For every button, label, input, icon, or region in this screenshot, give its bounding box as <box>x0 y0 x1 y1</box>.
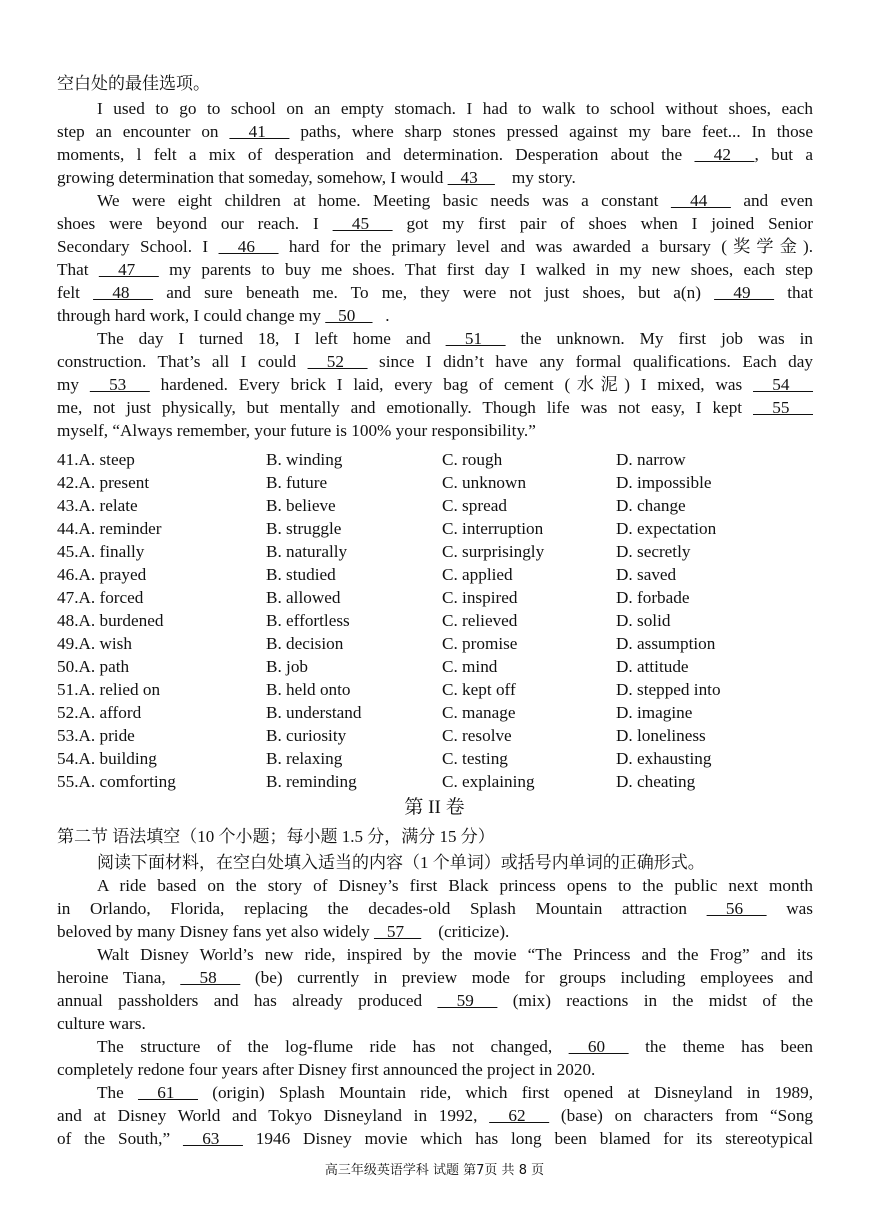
option-row <box>57 770 817 793</box>
option-a[interactable]: 54.A. building <box>57 749 157 768</box>
answer-blank[interactable]: 55 <box>753 398 813 417</box>
passage-line <box>57 166 813 189</box>
option-d[interactable]: D. change <box>616 496 686 515</box>
option-a[interactable]: 44.A. reminder <box>57 519 162 538</box>
answer-blank[interactable]: 63 <box>182 1129 243 1148</box>
passage-text: and at Disney World and Tokyo Disneyland in 1992, <box>57 1106 490 1125</box>
option-a[interactable]: 45.A. finally <box>57 542 145 561</box>
answer-blank[interactable]: 61 <box>137 1083 198 1102</box>
answer-blank[interactable]: 59 <box>437 991 498 1010</box>
option-d[interactable]: D. cheating <box>616 772 696 791</box>
answer-blank[interactable]: 51 <box>445 329 506 348</box>
passage-text: , but a <box>754 145 814 164</box>
passage-text: culture wars. <box>57 1014 146 1033</box>
answer-blank[interactable]: 56 <box>706 899 767 918</box>
option-b[interactable]: B. decision <box>266 634 344 653</box>
passage-line <box>97 189 813 212</box>
passage-line <box>57 989 813 1012</box>
passage-text: The <box>97 1083 138 1102</box>
option-b[interactable]: B. believe <box>266 496 336 515</box>
passage-text: completely redone four years after Disney first announced the project in 2020. <box>57 1060 596 1079</box>
option-b[interactable]: B. studied <box>266 565 336 584</box>
option-row <box>57 701 817 724</box>
option-c[interactable]: C. resolve <box>442 726 512 745</box>
option-row <box>57 655 817 678</box>
header-instruction: 空白处的最佳选项。 <box>57 74 210 93</box>
option-b[interactable]: B. future <box>266 473 328 492</box>
passage-line <box>57 143 813 166</box>
passage-line <box>57 396 813 419</box>
passage-line <box>57 419 813 442</box>
passage-line <box>57 304 813 327</box>
option-row <box>57 448 817 471</box>
passage-text: since I didn’t have any formal qualifications. Each day <box>367 352 813 371</box>
passage-line <box>97 327 813 350</box>
option-a[interactable]: 48.A. burdened <box>57 611 164 630</box>
option-a[interactable]: 47.A. forced <box>57 588 144 607</box>
passage-line <box>57 281 813 304</box>
option-row <box>57 678 817 701</box>
option-row <box>57 517 817 540</box>
answer-blank[interactable]: 60 <box>568 1037 629 1056</box>
answer-blank[interactable]: 54 <box>753 375 814 394</box>
option-a[interactable]: 50.A. path <box>57 657 130 676</box>
passage-text: 1946 Disney movie which has long been blamed for its stereotypical <box>242 1129 814 1148</box>
option-d[interactable]: D. secretly <box>616 542 691 561</box>
passage-text: heroine Tiana, <box>57 968 181 987</box>
option-d[interactable]: D. imagine <box>616 703 693 722</box>
passage-text: The day I turned 18, I left home and <box>97 329 446 348</box>
option-b[interactable]: B. winding <box>266 450 343 469</box>
passage-line <box>97 874 813 897</box>
answer-blank[interactable]: 57 <box>373 922 422 941</box>
option-b[interactable]: B. job <box>266 657 309 676</box>
passage-text: me, not just physically, but mentally and emotionally. Though life was not easy, I kept <box>57 398 753 417</box>
option-b[interactable]: B. held onto <box>266 680 351 699</box>
option-c[interactable]: C. manage <box>442 703 516 722</box>
passage-text: my parents to buy me shoes. That first day I walked in my new shoes, each step <box>158 260 813 279</box>
option-c[interactable]: C. interruption <box>442 519 544 538</box>
passage-text: I used to go to school on an empty stomach. I had to walk to school without shoes, each <box>97 99 813 118</box>
option-d[interactable]: D. attitude <box>616 657 689 676</box>
passage-line <box>57 966 813 989</box>
passage-line <box>57 1058 813 1081</box>
part-title: 第 II 卷 <box>404 797 465 818</box>
passage-text: step an encounter on <box>57 122 230 141</box>
passage-text: (origin) Splash Mountain ride, which first opened at Disneyland in 1989, <box>197 1083 813 1102</box>
passage-line <box>57 350 813 373</box>
passage-text: my <box>57 375 90 394</box>
option-row <box>57 494 817 517</box>
option-b[interactable]: B. effortless <box>266 611 350 630</box>
option-c[interactable]: C. promise <box>442 634 518 653</box>
passage-text: That <box>57 260 99 279</box>
answer-blank[interactable]: 42 <box>694 145 755 164</box>
passage-text: annual passholders and has already produced <box>57 991 438 1010</box>
option-b[interactable]: B. allowed <box>266 588 341 607</box>
option-d[interactable]: D. exhausting <box>616 749 712 768</box>
option-c[interactable]: C. relieved <box>442 611 518 630</box>
option-d[interactable]: D. saved <box>616 565 677 584</box>
option-d[interactable]: D. solid <box>616 611 671 630</box>
answer-blank[interactable]: 62 <box>489 1106 550 1125</box>
passage-text: and even <box>730 191 813 210</box>
passage-line <box>57 258 813 281</box>
passage-text: Walt Disney World’s new ride, inspired by the movie “The Princess and the Frog” and its <box>97 945 813 964</box>
answer-blank[interactable]: 43 <box>447 168 495 187</box>
answer-blank[interactable]: 47 <box>98 260 159 279</box>
page-footer: 高三年级英语学科 试题 第7页 共 8 页 <box>324 1163 545 1178</box>
passage-text: of the South,” <box>57 1129 183 1148</box>
option-a[interactable]: 51.A. relied on <box>57 680 161 699</box>
answer-blank[interactable]: 52 <box>307 352 368 371</box>
section-instruction: 阅读下面材料，在空白处填入适当的内容（1 个单词）或括号内单词的正确形式。 <box>97 853 705 872</box>
answer-blank[interactable]: 53 <box>89 375 150 394</box>
passage-text: moments, l felt a mix of desperation and determination. Desperation about the <box>57 145 695 164</box>
answer-blank[interactable]: 45 <box>332 214 393 233</box>
passage-text: beloved by many Disney fans yet also widely <box>57 922 374 941</box>
option-d[interactable]: D. assumption <box>616 634 716 653</box>
option-c[interactable]: C. inspired <box>442 588 518 607</box>
passage-text: hard for the primary level and was awarded a bursary (奖学金). <box>278 237 814 256</box>
option-row <box>57 724 817 747</box>
passage-text: and sure beneath me. To me, they were not just shoes, but a(n) <box>153 283 715 302</box>
option-d[interactable]: D. expectation <box>616 519 717 538</box>
passage-text: paths, where sharp stones pressed against my bare feet... In those <box>289 122 813 141</box>
passage-line <box>57 373 813 396</box>
passage-text: . <box>385 306 390 325</box>
passage-line <box>57 1012 813 1035</box>
option-c[interactable]: C. kept off <box>442 680 516 699</box>
option-c[interactable]: C. surprisingly <box>442 542 545 561</box>
option-row <box>57 609 817 632</box>
passage-text: (be) currently in preview mode for groups including employees and <box>240 968 814 987</box>
answer-blank[interactable]: 44 <box>670 191 731 210</box>
option-a[interactable]: 53.A. pride <box>57 726 135 745</box>
option-d[interactable]: D. loneliness <box>616 726 706 745</box>
option-b[interactable]: B. understand <box>266 703 362 722</box>
option-c[interactable]: C. spread <box>442 496 507 515</box>
option-row <box>57 540 817 563</box>
passage-line <box>57 1127 813 1150</box>
option-a[interactable]: 42.A. present <box>57 473 150 492</box>
option-b[interactable]: B. reminding <box>266 772 357 791</box>
passage-text: felt <box>57 283 94 302</box>
passage-text: that <box>774 283 814 302</box>
answer-blank[interactable]: 46 <box>218 237 279 256</box>
passage-text: (base) on characters from “Song <box>549 1106 814 1125</box>
passage-line <box>97 97 813 120</box>
option-d[interactable]: D. stepped into <box>616 680 721 699</box>
passage-text: We were eight children at home. Meeting basic needs was a constant <box>97 191 671 210</box>
option-b[interactable]: B. relaxing <box>266 749 343 768</box>
option-a[interactable]: 55.A. comforting <box>57 772 176 791</box>
option-a[interactable]: 49.A. wish <box>57 634 132 653</box>
option-row <box>57 586 817 609</box>
option-b[interactable]: B. curiosity <box>266 726 347 745</box>
answer-blank[interactable]: 58 <box>180 968 241 987</box>
passage-line <box>57 1104 813 1127</box>
passage-text: got my first pair of shoes when I joined Senior <box>392 214 813 233</box>
passage-text: shoes were beyond our reach. I <box>57 214 333 233</box>
passage-line <box>57 212 813 235</box>
option-a[interactable]: 41.A. steep <box>57 450 135 469</box>
passage-text: growing determination that someday, somehow, I would <box>57 168 448 187</box>
option-c[interactable]: C. applied <box>442 565 513 584</box>
option-row <box>57 747 817 770</box>
option-c[interactable]: C. rough <box>442 450 503 469</box>
passage-text: the unknown. My first job was in <box>505 329 813 348</box>
passage-line <box>57 235 813 258</box>
option-b[interactable]: B. struggle <box>266 519 342 538</box>
option-c[interactable]: C. testing <box>442 749 508 768</box>
passage-text: hardened. Every brick I laid, every bag of cement (水泥) I mixed, was <box>149 375 754 394</box>
passage-text: my story. <box>507 168 576 187</box>
passage-text: myself, “Always remember, your future is 100% your responsibility.” <box>57 421 536 440</box>
passage-line <box>97 1035 813 1058</box>
option-a[interactable]: 43.A. relate <box>57 496 138 515</box>
passage-text: through hard work, I could change my <box>57 306 326 325</box>
passage-line <box>57 920 813 943</box>
option-a[interactable]: 52.A. afford <box>57 703 142 722</box>
option-b[interactable]: B. naturally <box>266 542 348 561</box>
passage-line <box>57 120 813 143</box>
section-heading: 第二节 语法填空（10 个小题；每小题 1.5 分，满分 15 分） <box>57 827 495 846</box>
option-d[interactable]: D. impossible <box>616 473 712 492</box>
passage-line <box>97 943 813 966</box>
option-c[interactable]: C. unknown <box>442 473 527 492</box>
option-row <box>57 563 817 586</box>
passage-line <box>57 897 813 920</box>
passage-text: in Orlando, Florida, replacing the decades-old Splash Mountain attraction <box>57 899 707 918</box>
passage-text: the theme has been <box>628 1037 813 1056</box>
passage-text: (criticize). <box>433 922 510 941</box>
passage-line <box>97 1081 813 1104</box>
passage-text: was <box>766 899 813 918</box>
option-c[interactable]: C. explaining <box>442 772 535 791</box>
passage-text: (mix) reactions in the midst of the <box>497 991 814 1010</box>
answer-blank[interactable]: 48 <box>93 283 154 302</box>
option-d[interactable]: D. narrow <box>616 450 686 469</box>
passage-text: A ride based on the story of Disney’s first Black princess opens to the public next month <box>97 876 813 895</box>
passage-text: construction. That’s all I could <box>57 352 308 371</box>
option-a[interactable]: 46.A. prayed <box>57 565 147 584</box>
option-row <box>57 471 817 494</box>
answer-blank[interactable]: 41 <box>229 122 290 141</box>
option-c[interactable]: C. mind <box>442 657 498 676</box>
passage-text: Secondary School. I <box>57 237 219 256</box>
passage-text: The structure of the log-flume ride has not changed, <box>97 1037 569 1056</box>
option-d[interactable]: D. forbade <box>616 588 690 607</box>
option-row <box>57 632 817 655</box>
answer-blank[interactable]: 50 <box>325 306 373 325</box>
answer-blank[interactable]: 49 <box>714 283 775 302</box>
